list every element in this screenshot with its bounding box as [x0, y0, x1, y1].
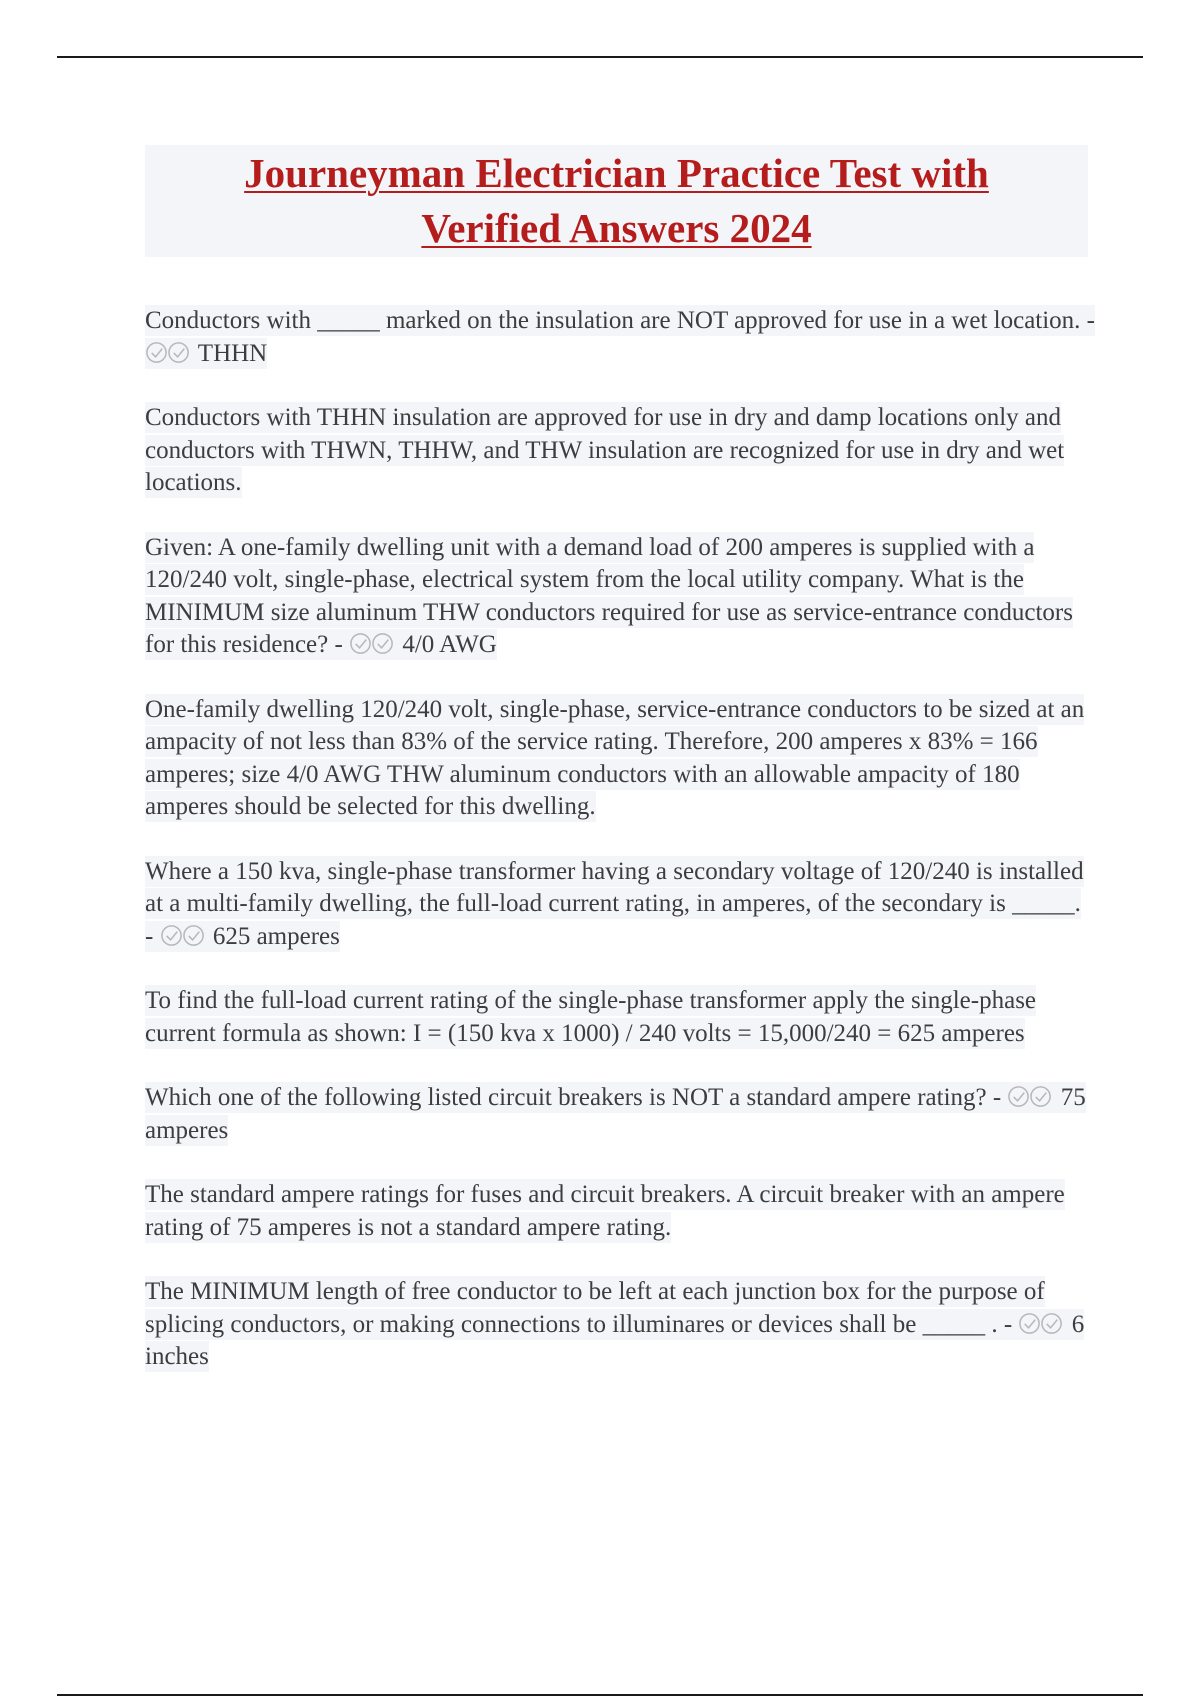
answer-text: THHN [192, 339, 268, 367]
title-line-1: Journeyman Electrician Practice Test with [244, 150, 989, 196]
title-line-2: Verified Answers 2024 [421, 205, 812, 251]
page-title [244, 146, 989, 256]
question-2 [145, 532, 1095, 662]
qa-list [145, 305, 1095, 1406]
top-rule [57, 56, 1143, 58]
question-3 [145, 856, 1095, 954]
explanation-2 [145, 694, 1095, 824]
explanation-1 [145, 402, 1095, 500]
explanation-text: One-family dwelling 120/240 volt, single-phase, service-entrance conductors to be sized at an ampacity of not less than 83% of the service rating. Therefore, 200 amperes x 83% = 166 amperes; size 4/0 AWG THW aluminum conductors with an allowable ampacity of 180 amperes should be selected for this dwelling. [145, 695, 1085, 820]
question-text: Given: A one-family dwelling unit with a demand load of 200 amperes is supplied with a 120/240 volt, single-phase, electrical system from the local utility company. What is the MINIMUM size aluminum THW conductors required for use as service-entrance conductors for this residence? - [145, 533, 1073, 658]
question-text: Which one of the following listed circuit breakers is NOT a standard ampere rating? - [145, 1084, 1008, 1111]
question-text: The MINIMUM length of free conductor to be left at each junction box for the purpose of splicing conductors, or making connections to illuminares or devices shall be _____ . - [145, 1278, 1045, 1338]
question-1 [145, 305, 1095, 370]
explanation-3 [145, 985, 1095, 1050]
double-check-circle-icon [349, 632, 395, 655]
explanation-4 [145, 1179, 1095, 1244]
double-check-circle-icon [1007, 1085, 1053, 1108]
explanation-text: Conductors with THHN insulation are approved for use in dry and damp locations only and conductors with THWN, THHW, and THW insulation are recognized for use in dry and wet locations. [145, 404, 1065, 496]
question-5 [145, 1276, 1095, 1374]
bottom-rule [57, 1694, 1143, 1696]
question-4 [145, 1082, 1095, 1147]
double-check-circle-icon [160, 924, 206, 947]
explanation-text: To find the full-load current rating of the single-phase transformer apply the single-phase current formula as shown: I = (150 kva x 1000) / 240 volts = 15,000/240 = 625 amperes [145, 987, 1037, 1047]
question-text: Conductors with _____ marked on the insulation are NOT approved for use in a wet location. - [145, 307, 1096, 334]
title-banner [145, 145, 1088, 257]
answer-text: 625 amperes [206, 922, 340, 950]
answer-text: 75 amperes [145, 1084, 1086, 1144]
double-check-circle-icon [1018, 1312, 1064, 1335]
explanation-text: The standard ampere ratings for fuses and circuit breakers. A circuit breaker with an ampere rating of 75 amperes is not a standard ampere rating. [145, 1181, 1065, 1241]
answer-text: 4/0 AWG [396, 631, 497, 658]
double-check-circle-icon [145, 341, 191, 364]
question-text: Where a 150 kva, single-phase transformer having a secondary voltage of 120/240 is installed at a multi-family dwelling, the full-load current rating, in amperes, of the secondary is _____. - [145, 857, 1084, 950]
answer-text: 6 inches [145, 1310, 1085, 1370]
